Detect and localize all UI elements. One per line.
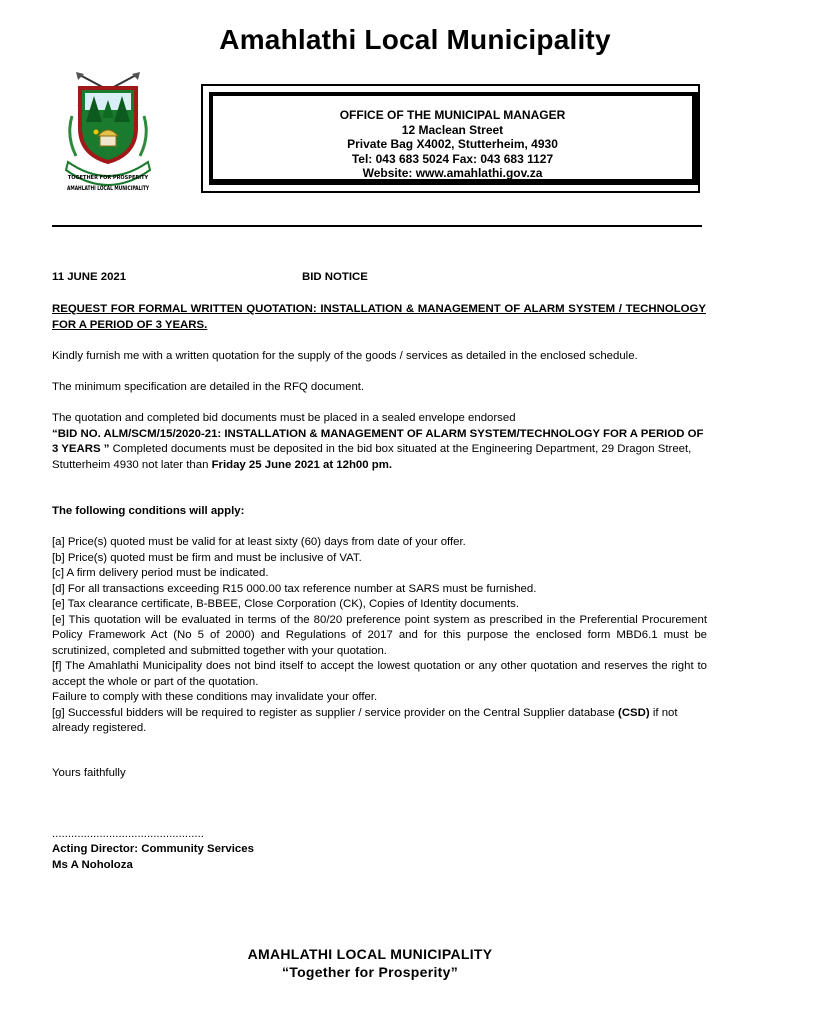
office-address-box — [201, 84, 700, 193]
conditions-heading: The following conditions will apply: — [52, 505, 245, 517]
condition-f: [f] The Amahlathi Municipality does not bind itself to accept the lowest quotation or any other quotation and reserves the right to accept the whole or part of the quotation. — [52, 660, 707, 688]
condition-e-evaluation: [e] This quotation will be evaluated in terms of the 80/20 preference point system as prescribed in the Preferential Procurement Policy Framework Act (No 5 of 2000) and Regulations of 2017 and for this purpose the enclosed form MBD6.1 must be scrutinized, completed and submitted together with your quotation. — [52, 613, 707, 657]
condition-g-end: if not already registered. — [52, 706, 678, 734]
signatory-name: Ms A Noholoza — [52, 859, 133, 871]
submission-instructions: Completed documents must be deposited in the bid box situated at the Engineering Department, 29 Dragon Street, Stutterheim 4930 not later than — [52, 443, 692, 471]
notice-subject: REQUEST FOR FORMAL WRITTEN QUOTATION: INSTALLATION & MANAGEMENT OF ALARM SYSTEM / TECHNOLOGY FOR A PERIOD OF 3 YEARS. — [52, 303, 706, 331]
footer-municipality-name: AMAHLATHI LOCAL MUNICIPALITY — [247, 946, 493, 962]
header-divider — [52, 225, 702, 227]
bid-number-endorsement: “BID NO. ALM/SCM/15/2020-21: INSTALLATION & MANAGEMENT OF ALARM SYSTEM/TECHNOLOGY FOR A PERIOD OF 3 YEARS ” — [52, 427, 704, 455]
logo-name-text: AMAHLATHI LOCAL MUNICIPALITY — [67, 185, 150, 192]
conditions-list — [52, 535, 707, 737]
condition-a: [a] Price(s) quoted must be valid for at least sixty (60) days from date of your offer. — [52, 536, 466, 548]
office-line-postal: Private Bag X4002, Stutterheim, 4930 — [347, 137, 558, 151]
condition-b: [b] Price(s) quoted must be firm and must be inclusive of VAT. — [52, 551, 362, 564]
paragraph-specification: The minimum specification are detailed in the RFQ document. — [52, 381, 365, 393]
office-line-title: OFFICE OF THE MUNICIPAL MANAGER — [339, 108, 566, 122]
municipal-crest-logo — [58, 66, 158, 206]
paragraph-request: Kindly furnish me with a written quotation for the supply of the goods / services as detailed in the enclosed schedule. — [52, 350, 638, 362]
office-line-website: Website: www.amahlathi.gov.za — [362, 166, 543, 180]
submission-deadline: Friday 25 June 2021 at 12h00 pm. — [211, 458, 393, 471]
footer-motto: “Together for Prosperity” — [281, 964, 459, 980]
closing-salutation: Yours faithfully — [52, 767, 126, 779]
condition-g: [g] Successful bidders will be required to register as supplier / service provider on the Central Supplier database — [52, 706, 619, 719]
condition-failure: Failure to comply with these conditions may invalidate your offer. — [52, 691, 378, 703]
condition-d: [d] For all transactions exceeding R15 000.00 tax reference number at SARS must be furnished. — [52, 582, 537, 595]
page-title: Amahlathi Local Municipality — [219, 24, 611, 55]
notice-date: 11 JUNE 2021 — [52, 271, 127, 283]
condition-e-documents: [e] Tax clearance certificate, B-BBEE, Close Corporation (CK), Copies of Identity documents. — [52, 598, 520, 610]
submission-intro: The quotation and completed bid documents must be placed in a sealed envelope endorsed — [52, 412, 516, 424]
notice-heading: BID NOTICE — [302, 271, 368, 283]
logo-motto-text: TOGETHER FOR PROSPERITY — [67, 175, 149, 181]
paragraph-submission — [52, 411, 707, 473]
office-line-phone: Tel: 043 683 5024 Fax: 043 683 1127 — [351, 151, 554, 166]
signature-line: ................................................ — [52, 828, 204, 840]
office-line-street: 12 Maclean Street — [401, 122, 504, 137]
condition-c: [c] A firm delivery period must be indicated. — [52, 567, 269, 579]
signatory-title: Acting Director: Community Services — [52, 843, 254, 855]
condition-g-csd: (CSD) — [618, 706, 650, 719]
